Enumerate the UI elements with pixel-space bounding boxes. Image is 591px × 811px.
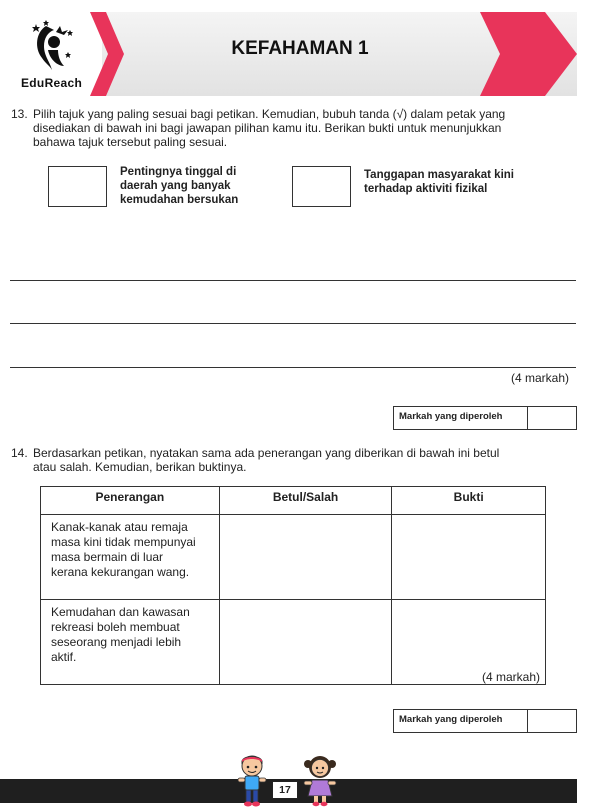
girl-cartoon-icon: [302, 752, 338, 808]
edureach-logo-icon: [30, 20, 76, 74]
score-label: Markah yang diperoleh: [394, 407, 528, 429]
table-header-row: [41, 487, 546, 515]
page-number: 17: [272, 781, 298, 799]
page-title: KEFAHAMAN 1: [231, 38, 369, 59]
q13-text-line3: bahawa tajuk tersebut paling sesuai.: [33, 135, 228, 149]
true-false-cell[interactable]: [219, 600, 392, 685]
statement-cell: Kanak-kanak atau remaja masa kini tidak mempunyai masa bermain di luar kerana kekurangan wang.: [41, 515, 220, 600]
column-header: Betul/Salah: [219, 487, 392, 515]
option2-label: Tanggapan masyarakat kini terhadap aktiviti fizikal: [364, 169, 514, 195]
answer-line-2[interactable]: [10, 323, 576, 324]
answer-table: [40, 486, 546, 685]
statement-cell: Kemudahan dan kawasan rekreasi boleh membuat seseorang menjadi lebih aktif.: [41, 600, 220, 685]
q13-text-line2: disediakan di bawah ini bagi jawapan pilihan kamu itu. Berikan bukti untuk menunjukkan: [33, 121, 502, 135]
column-header: Penerangan: [41, 487, 220, 515]
column-header: Bukti: [392, 487, 546, 515]
option2-checkbox[interactable]: [292, 166, 351, 207]
q14-text-line1: Berdasarkan petikan, nyatakan sama ada penerangan yang diberikan di bawah ini betul: [33, 446, 500, 460]
q13-number: 13.: [11, 107, 28, 121]
table-row: [41, 515, 546, 600]
score-field[interactable]: [528, 407, 576, 429]
logo-text: EduReach: [21, 76, 83, 90]
boy-cartoon-icon: [236, 752, 268, 808]
q14-text-line2: atau salah. Kemudian, berikan buktinya.: [33, 460, 247, 474]
answer-line-1[interactable]: [10, 280, 576, 281]
option1-checkbox[interactable]: [48, 166, 107, 207]
q14-score-box: [393, 709, 577, 733]
score-label: Markah yang diperoleh: [394, 710, 528, 732]
true-false-cell[interactable]: [219, 515, 392, 600]
q13-text-line1: Pilih tajuk yang paling sesuai bagi petikan. Kemudian, bubuh tanda (√) dalam petak yang: [33, 107, 506, 121]
option1-label: Pentingnya tinggal di daerah yang banyak kemudahan bersukan: [120, 166, 239, 206]
score-field[interactable]: [528, 710, 576, 732]
q13-marks: (4 markah): [511, 371, 570, 385]
q13-score-box: [393, 406, 577, 430]
q14-number: 14.: [11, 446, 28, 460]
table-row: [41, 600, 546, 685]
evidence-cell[interactable]: [392, 515, 546, 600]
q14-marks: (4 markah): [482, 670, 541, 684]
answer-line-3[interactable]: [10, 367, 576, 368]
